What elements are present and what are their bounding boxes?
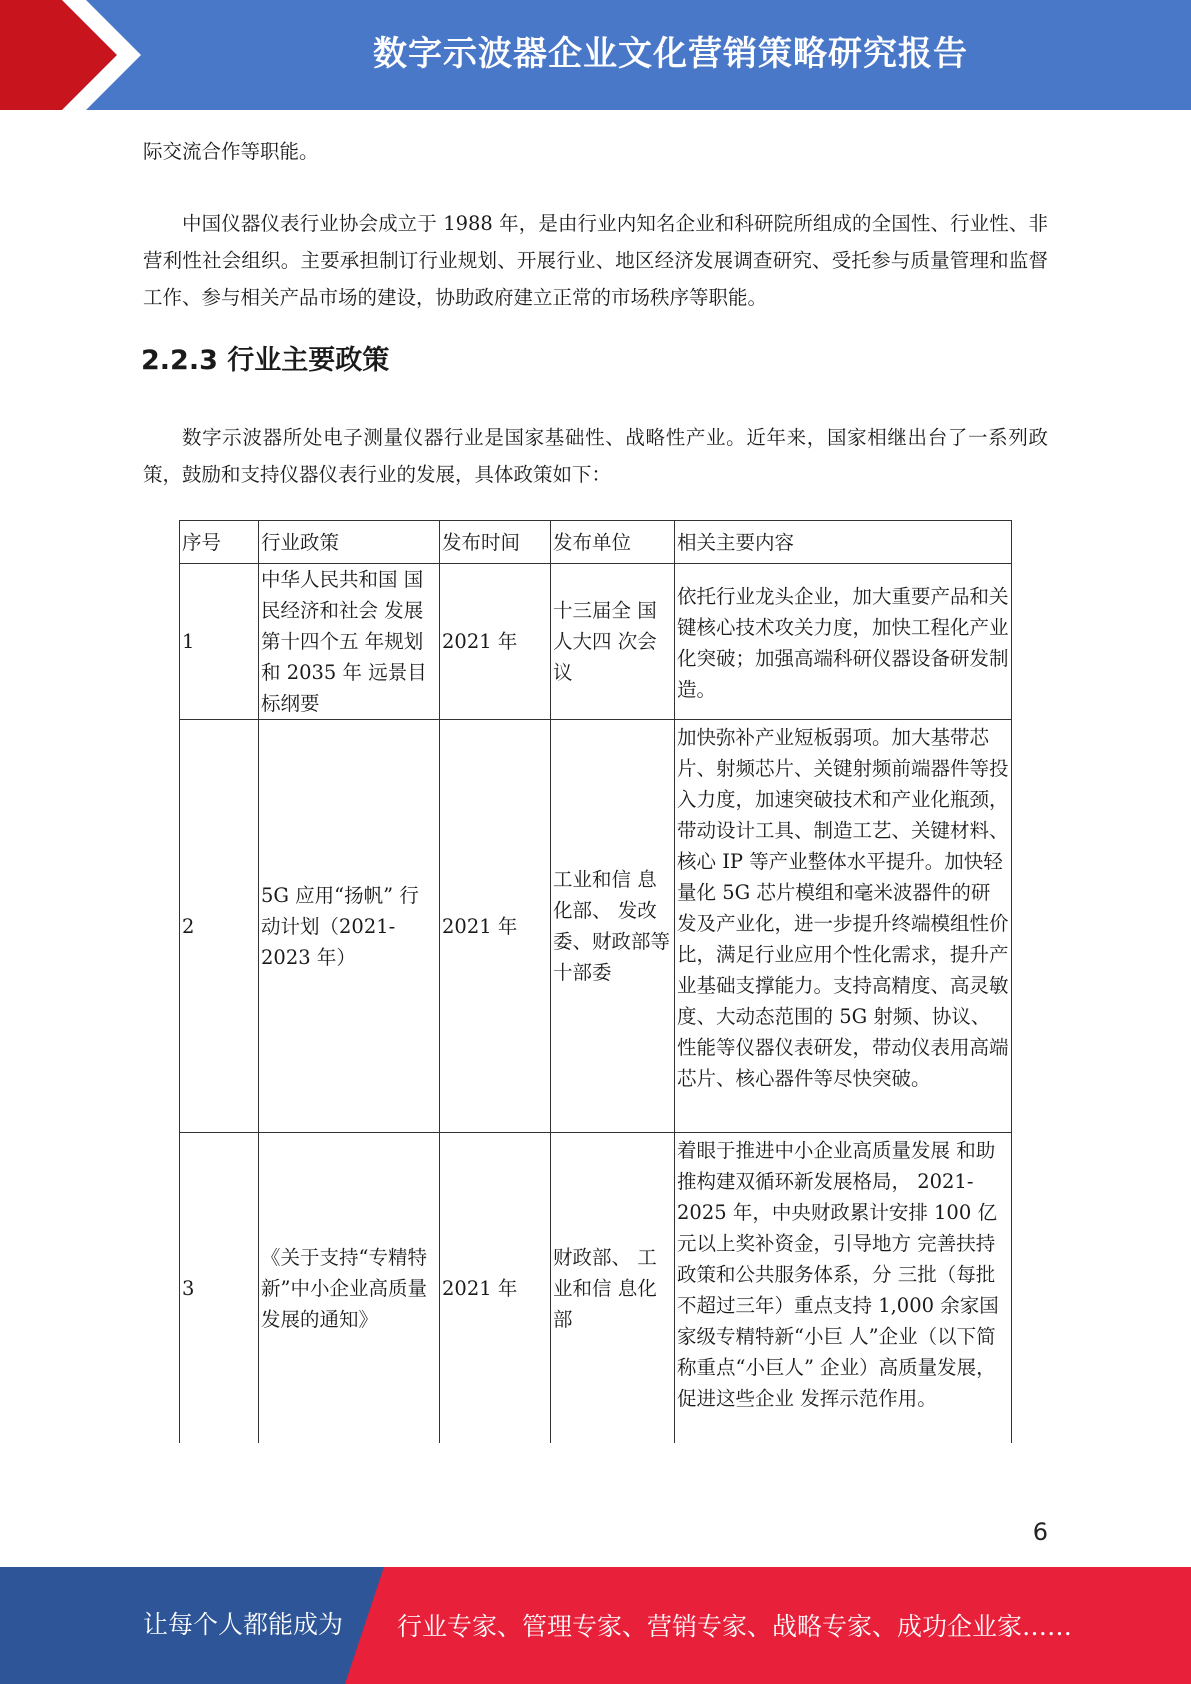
cell-no: 1 [180, 564, 259, 720]
cell-date: 2021 年 [440, 564, 551, 720]
cell-issuer: 十三届全 国人大四 次会议 [551, 564, 675, 720]
cell-date: 2021 年 [440, 1133, 551, 1444]
header-no: 序号 [180, 521, 259, 564]
association-paragraph: 中国仪器仪表行业协会成立于 1988 年，是由行业内知名企业和科研院所组成的全国性、行业性、非营利性社会组织。主要承担制订行业规划、开展行业、地区经济发展调查研究、受托参与质量管理和监督工作、参与相关产品市场的建设，协助政府建立正常的市场秩序等职能。 [143, 212, 1048, 309]
table-row [180, 720, 1012, 1133]
footer-slogan-right: 行业专家、管理专家、营销专家、战略专家、成功企业家…… [397, 1612, 1073, 1641]
cell-policy: 《关于支持“专精特新”中小企业高质量发展的通知》 [259, 1133, 440, 1444]
cell-policy: 中华人民共和国 国民经济和社会 发展第十四个五 年规划和 2035 年 远景目标纲要 [259, 564, 440, 720]
page-header-banner [0, 0, 1191, 110]
cell-policy: 5G 应用“扬帆” 行动计划（2021-2023 年） [259, 720, 440, 1133]
cell-no: 2 [180, 720, 259, 1133]
cell-issuer: 工业和信 息化部、 发改委、财政部等 十部委 [551, 720, 675, 1133]
header-chevron-decoration [0, 0, 160, 110]
table-row [180, 1133, 1012, 1444]
header-date: 发布时间 [440, 521, 551, 564]
cell-content: 依托行业龙头企业，加大重要产品和关键核心技术攻关力度，加快工程化产业化突破；加强高端科研仪器设备研发制造。 [675, 564, 1012, 720]
table-header-row [180, 521, 1012, 564]
cell-issuer: 财政部、 工业和信 息化部 [551, 1133, 675, 1444]
policy-table [179, 520, 1012, 1443]
page-number: 6 [1032, 1518, 1048, 1546]
cell-date: 2021 年 [440, 720, 551, 1133]
cell-content: 着眼于推进中小企业高质量发展 和助推构建双循环新发展格局， 2021-2025 年，中央财政累计安排 100 亿元以上奖补资金，引导地方 完善扶持政策和公共服务体系，分 三批（每批不超过三年）重点支持 1,000 余家国家级专精特新“小巨 人”企业（以下简称重点“小巨人” 企业）高质量发展，促进这些企业 发挥示范作用。 [675, 1133, 1012, 1444]
section-heading: 2.2.3 行业主要政策 [141, 345, 390, 376]
cell-content: 加快弥补产业短板弱项。加大基带芯片、射频芯片、关键射频前端器件等投入力度，加速突破技术和产业化瓶颈，带动设计工具、制造工艺、关键材料、核心 IP 等产业整体水平提升。加快轻量化 5G 芯片模组和毫米波器件的研发及产业化，进一步提升终端模组性价比，满足行业应用个性化需求，提升产业基础支撑能力。支持高精度、高灵敏度、大动态范围的 5G 射频、协议、性能等仪器仪表研发，带动仪表用高端芯片、核心器件等尽快突破。 [675, 720, 1012, 1133]
continuation-paragraph: 际交流合作等职能。 [143, 140, 319, 163]
table-row [180, 564, 1012, 720]
cell-no: 3 [180, 1133, 259, 1444]
policy-intro-paragraph: 数字示波器所处电子测量仪器行业是国家基础性、战略性产业。近年来，国家相继出台了一系列政策，鼓励和支持仪器仪表行业的发展，具体政策如下： [143, 426, 1048, 486]
header-content: 相关主要内容 [675, 521, 1012, 564]
footer-slogan-left: 让每个人都能成为 [143, 1610, 344, 1639]
header-policy: 行业政策 [259, 521, 440, 564]
header-issuer: 发布单位 [551, 521, 675, 564]
report-title: 数字示波器企业文化营销策略研究报告 [373, 34, 968, 74]
page-footer-banner [0, 1567, 1191, 1684]
